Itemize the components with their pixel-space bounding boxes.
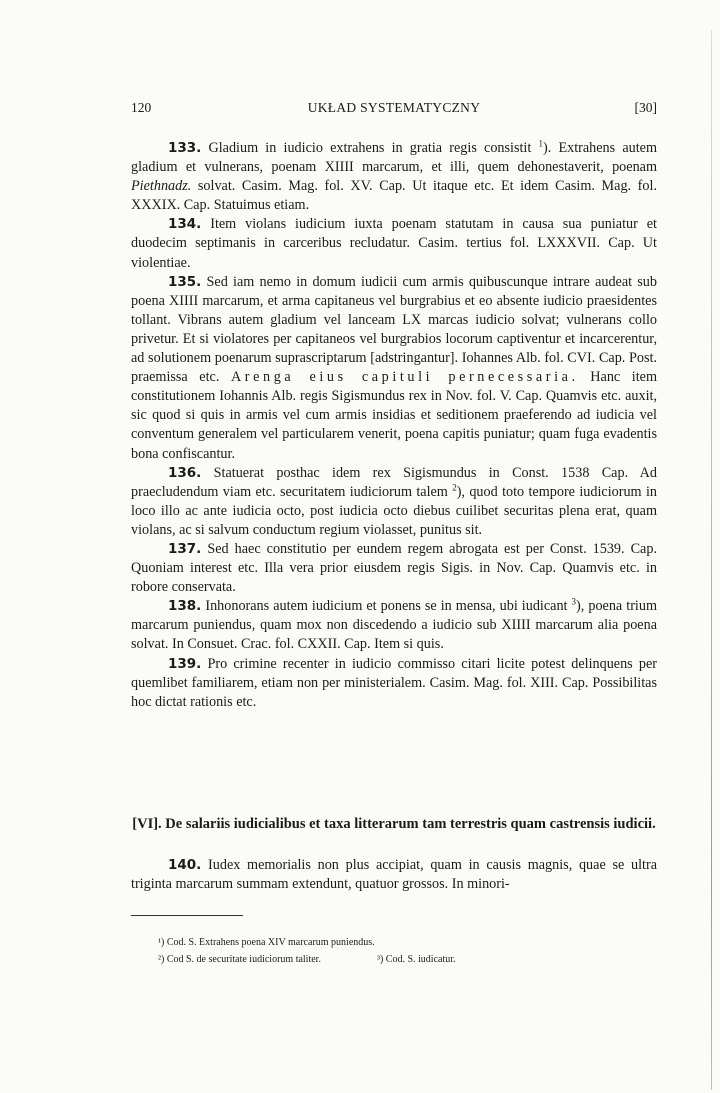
paragraph-text: Statuerat posthac idem rex Sigismundus in Const. 1538 Cap. Ad praecludendum viam etc. securitatem iudiciorum talem bbox=[131, 464, 657, 500]
paragraph-text: Gladium in iudicio extrahens in gratia regis consistit bbox=[201, 140, 539, 156]
paragraph-number: 136. bbox=[168, 464, 202, 481]
paragraph bbox=[131, 273, 657, 464]
paragraph bbox=[131, 139, 657, 215]
paragraph bbox=[131, 655, 657, 712]
paragraph-number: 137. bbox=[168, 540, 202, 557]
paragraph-text: solvat. Casim. Mag. fol. XV. Cap. Ut itaque etc. Et idem Casim. Mag. fol. XXXIX. Cap. Statuimus etiam. bbox=[131, 178, 657, 214]
page-header bbox=[131, 100, 657, 118]
paragraph bbox=[131, 856, 657, 894]
paragraph-number: 140. bbox=[168, 857, 202, 873]
paragraph bbox=[131, 597, 657, 654]
footnote-marker: 1 bbox=[538, 138, 543, 149]
footnote-row bbox=[158, 934, 578, 951]
paragraph-number: 134. bbox=[168, 216, 202, 233]
paragraph-text: Piethnadz. bbox=[131, 178, 192, 195]
paragraph-text: ), quod toto tempore iudiciorum in loco illo ac ante iudicia octo, post iudicia octo diebus cuilibet securitas plena erat, quam violans, ac si salvum conductum regium violasset, punitus sit. bbox=[131, 483, 657, 538]
paragraph-text: Pro crimine recenter in iudicio commisso citari licite potest delinquens per quemlibet familiarem, etiam non per ministerialem. Casim. Mag. fol. XIII. Cap. Possibilitas hoc dictat rationis etc. bbox=[131, 655, 657, 710]
paragraph-text: Item violans iudicium iuxta poenam statutam in causa sua puniatur et duodecim septimanis in carceribus recludatur. Casim. tertius fol. LXXXVII. Cap. Ut violentiae. bbox=[131, 216, 657, 271]
footnotes bbox=[158, 934, 578, 968]
section-heading: [VI]. De salariis iudicialibus et taxa litterarum tam terrestris quam castrensis iudicii. bbox=[132, 816, 656, 832]
footnote-rule bbox=[131, 915, 243, 916]
footnote-2: ²) Cod S. de securitate iudiciorum taliter. bbox=[158, 954, 321, 965]
paragraph-text: Iudex memorialis non plus accipiat, quam in causis magnis, quae se ultra triginta marcarum summam extendunt, quatuor grossos. In minori- bbox=[131, 857, 657, 893]
paragraph-text: Inhonorans autem iudicium et ponens se in mensa, ubi iudicant bbox=[201, 598, 572, 615]
footnote-row bbox=[158, 951, 578, 968]
paragraph bbox=[131, 540, 657, 597]
paragraph-text: ). Extrahens autem gladium et vulnerans, poenam XIIII marcarum, et illi, quem dehonestaverit, poenam bbox=[131, 140, 658, 176]
paragraph-text: ), poena trium marcarum puniendus, quam mox non discedendo a iudicio sub XIIII marcarum alia poena solvat. In Consuet. Crac. fol. CXXII. Cap. Item si quis. bbox=[131, 598, 658, 653]
paragraph-number: 135. bbox=[168, 273, 202, 290]
page-number: 120 bbox=[131, 100, 152, 115]
footnote-marker: 2 bbox=[452, 481, 457, 492]
paragraph-number: 139. bbox=[168, 655, 202, 672]
paragraph-number: 133. bbox=[168, 140, 202, 156]
section-number: [30] bbox=[634, 100, 657, 115]
paragraph-140-block bbox=[131, 856, 657, 894]
paragraph-text: Sed iam nemo in domum iudicii cum armis quibuscunque intrare audeat sub poena XIIII marcarum, et arma capitaneus vel burgrabius et eo absente iudicio praesidentes tollant. Vibrans autem gladium vel lanceam LX marcas iudicio solvat; vulnerans collo privetur. Et si violatores per capitaneos vel burgrabios locorum captiventur et incarcerentur, ad solutionem poenarum suprascriptarum [adstringantur]. Iohannes Alb. fol. CVI. Cap. Post. praemissa etc. bbox=[131, 273, 657, 386]
footnote-3: ³) Cod. S. iudicatur. bbox=[376, 954, 456, 965]
paragraph-text: Hanc item constitutionem Iohannis Alb. regis Sigismundus rex in Nov. fol. V. Cap. Quamvis etc. auxit, sic quod si quis in armis vel cum armis insidias et seditionem praeferendo ad iudicia vel conventum generalem vel particularem venerit, poena capitis puniatur; quam fuga evadentis bona confiscantur. bbox=[131, 369, 658, 462]
main-text bbox=[131, 139, 657, 712]
paragraph bbox=[131, 464, 657, 540]
footnote-marker: 3 bbox=[571, 596, 577, 607]
paragraph-number: 138. bbox=[168, 598, 202, 615]
running-title: UKŁAD SYSTEMATYCZNY bbox=[307, 100, 481, 115]
page-edge bbox=[711, 30, 712, 1090]
paragraph-text: Sed haec constitutio per eundem regem abrogata est per Const. 1539. Cap. Quoniam interest etc. Illa vera prior eiusdem regis Sigis. in Nov. Cap. Quamvis etc. in robore conservata. bbox=[131, 540, 657, 596]
paragraph-text: Arenga eius capituli pernecessaria. bbox=[230, 369, 579, 386]
paragraph bbox=[131, 215, 657, 272]
footnote-1: ¹) Cod. S. Extrahens poena XIV marcarum puniendus. bbox=[158, 937, 375, 948]
